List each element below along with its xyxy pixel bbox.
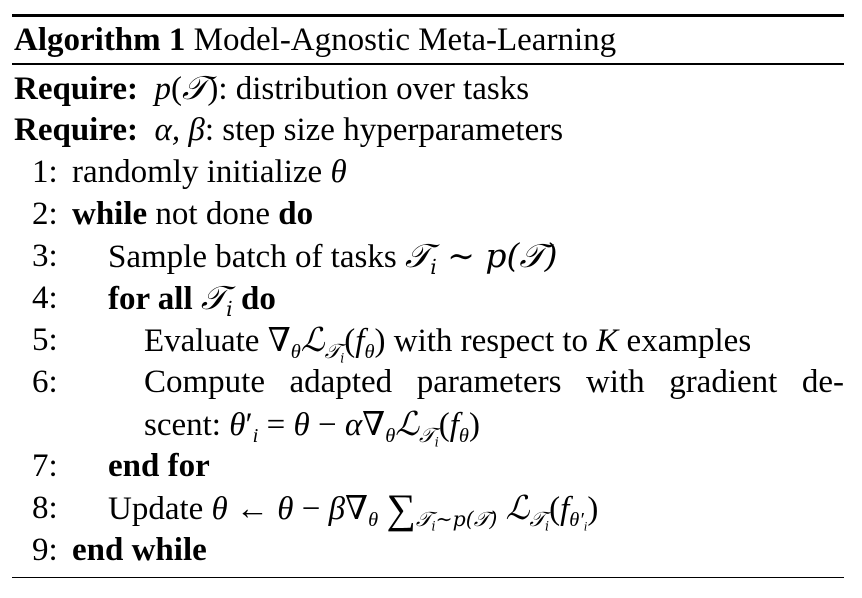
- require-keyword: Require:: [14, 111, 139, 148]
- step-text: examples: [618, 322, 752, 359]
- keyword-end-while: end while: [72, 531, 207, 568]
- step-5: [12, 319, 844, 366]
- step-text: scent:: [144, 406, 230, 443]
- keyword-for-all: for all: [108, 280, 193, 317]
- require-text: : step size hyperparameters: [204, 111, 564, 148]
- step-text: with respect to: [385, 322, 597, 359]
- line-number: 6:: [32, 363, 58, 400]
- math-expr: θ ← $\theta - \beta\nabla_\theta$ $\sum_{𝒯_i\sim p(𝒯)}$ $ℒ_{𝒯_i}(f_{\theta'_i})$: [211, 484, 599, 534]
- step-text: Compute adapted parameters with gradient de-: [144, 363, 844, 400]
- algorithm-caption: [12, 17, 844, 63]
- step-9: [12, 529, 844, 571]
- require-line-2: [12, 109, 844, 151]
- bottom-rule: [12, 577, 844, 579]
- math-expr: 𝒯$_i$ ∼ p(𝒯): [404, 235, 558, 279]
- step-text: not done: [147, 195, 279, 232]
- theta-symbol: θ: [330, 153, 347, 190]
- math-expr: 𝒯$_i$: [200, 277, 233, 321]
- line-number: 4:: [32, 279, 58, 316]
- keyword-end-for: end for: [108, 447, 210, 484]
- line-number: 9:: [32, 531, 58, 568]
- step-6: [12, 361, 844, 403]
- step-2: [12, 193, 844, 235]
- require-line-1: Require: p(𝒯): distribution over tasks: [14, 67, 530, 107]
- line-number: 5:: [32, 321, 58, 358]
- step-text: Update: [108, 490, 212, 527]
- keyword-while: while: [72, 195, 148, 232]
- k-symbol: K: [596, 322, 619, 359]
- line-number: 7:: [32, 447, 58, 484]
- line-number: 2:: [32, 195, 58, 232]
- algorithm-body: [12, 65, 844, 577]
- math-expr: $\theta'_i = \theta$ − $\alpha\nabla_\theta ℒ_{𝒯_i}(f_\theta)$: [229, 403, 480, 450]
- require-expr: p: [154, 70, 172, 107]
- step-text: Sample batch of tasks: [108, 238, 405, 275]
- step-text: Evaluate: [144, 322, 268, 359]
- algorithm-title: Model-Agnostic Meta-Learning: [193, 22, 617, 58]
- step-1: [12, 151, 844, 193]
- line-number: 1:: [32, 153, 58, 190]
- math-expr: $\nabla_\theta ℒ_{𝒯_i}(f_\theta)$: [267, 319, 386, 366]
- algorithm-block: [12, 14, 844, 578]
- line-number: 3:: [32, 237, 58, 274]
- require-text: : distribution over tasks: [218, 70, 530, 107]
- step-4: [12, 277, 844, 319]
- require-keyword: Require:: [14, 70, 139, 107]
- step-3: [12, 235, 844, 277]
- keyword-do: do: [278, 195, 314, 232]
- require-expr: α, β: [154, 111, 205, 148]
- keyword-do: do: [240, 280, 276, 317]
- step-7: [12, 445, 844, 487]
- step-8: [12, 484, 844, 534]
- step-6-continuation: [12, 403, 844, 450]
- algorithm-label: Algorithm 1: [14, 22, 186, 58]
- line-number: 8:: [32, 489, 58, 526]
- step-text: randomly initialize: [72, 153, 331, 190]
